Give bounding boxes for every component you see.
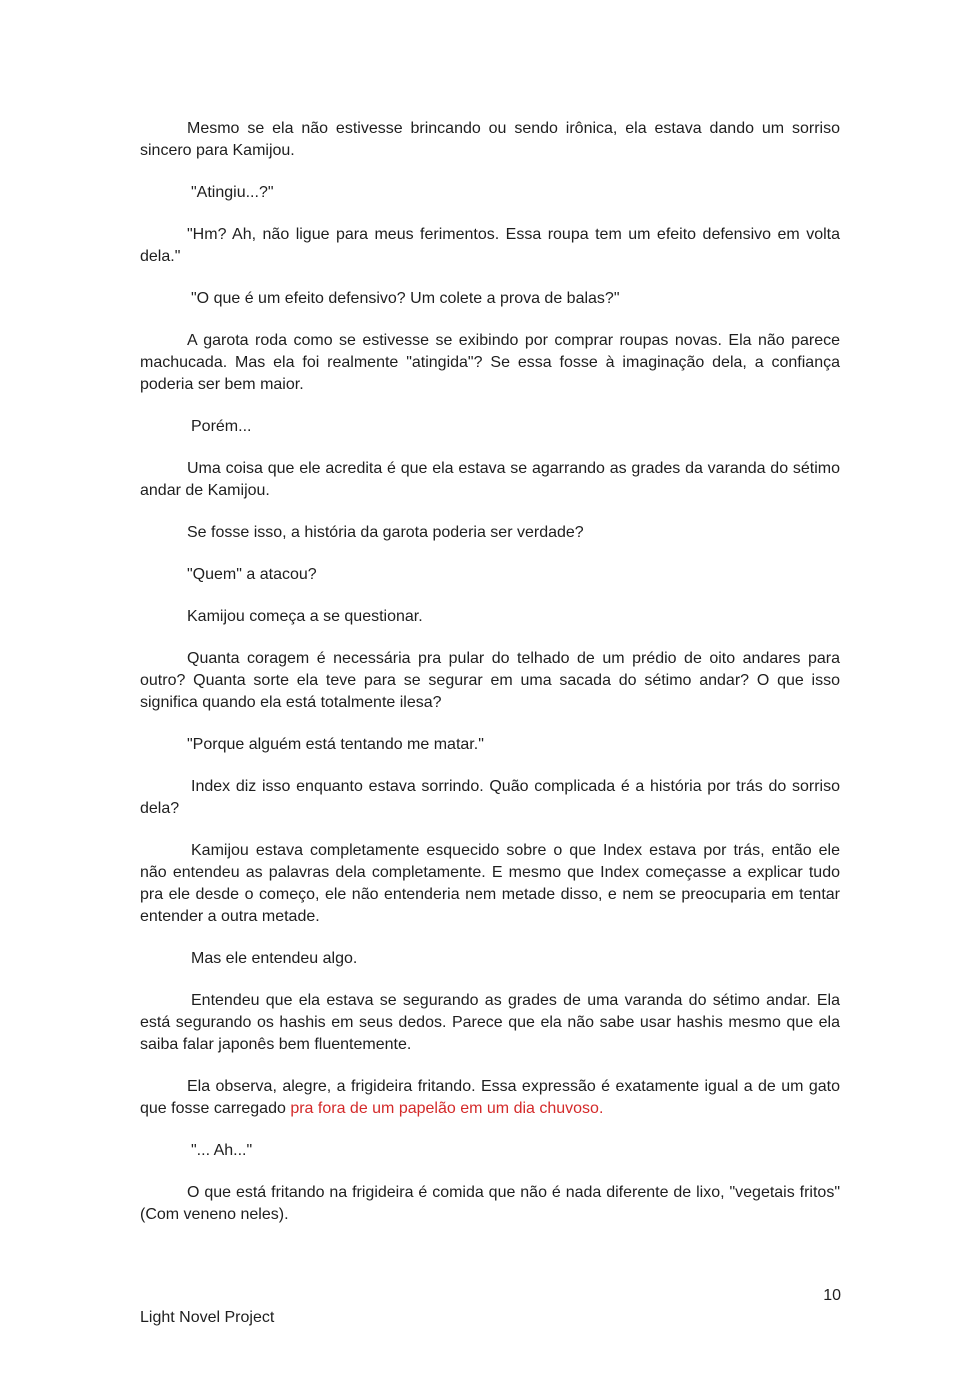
paragraph-15: Mas ele entendeu algo.: [191, 950, 358, 967]
paragraph-4: "O que é um efeito defensivo? Um colete a prova de balas?": [191, 290, 620, 307]
paragraph-19: O que está fritando na frigideira é comida que não é nada diferente de lixo, "vegetais fritos" (Com veneno neles).: [140, 1184, 840, 1223]
paragraph-3: "Hm? Ah, não ligue para meus ferimentos. Essa roupa tem um efeito defensivo em volta dela.": [140, 226, 840, 265]
paragraph-10: Kamijou começa a se questionar.: [187, 608, 423, 625]
paragraph-11: Quanta coragem é necessária pra pular do telhado de um prédio de oito andares para outro? Quanta sorte ela teve para se segurar em uma sacada do sétimo andar? O que isso significa quando ela está totalmente ilesa?: [140, 650, 840, 711]
paragraph-2: "Atingiu...?": [191, 184, 274, 201]
paragraph-17-text: Ela observa, alegre, a frigideira fritando. Essa expressão é exatamente igual a de um gato que fosse carregado: [140, 1078, 840, 1117]
paragraph-17: [140, 1076, 840, 1120]
paragraph-13: Index diz isso enquanto estava sorrindo. Quão complicada é a história por trás do sorriso dela?: [140, 778, 840, 817]
paragraph-18: "... Ah...": [191, 1142, 253, 1159]
page-number: 10: [823, 1287, 841, 1304]
paragraph-12: "Porque alguém está tentando me matar.": [187, 736, 484, 753]
paragraph-14: Kamijou estava completamente esquecido sobre o que Index estava por trás, então ele não entendeu as palavras dela completamente. E mesmo que Index começasse a explicar tudo pra ele desde o começo, ele não entenderia nem metade disso, e nem se preocuparia em tentar entender a outra metade.: [140, 842, 840, 925]
highlighted-text: pra fora de um papelão em um dia chuvoso.: [290, 1100, 604, 1117]
paragraph-1: Mesmo se ela não estivesse brincando ou sendo irônica, ela estava dando um sorriso sincero para Kamijou.: [140, 120, 840, 159]
paragraph-6: Porém...: [191, 418, 252, 435]
paragraph-9: "Quem" a atacou?: [187, 566, 317, 583]
paragraph-5: A garota roda como se estivesse se exibindo por comprar roupas novas. Ela não parece machucada. Mas ela foi realmente "atingida"? Se essa fosse à imaginação dela, a confiança poderia ser bem maior.: [140, 332, 840, 393]
footer-text: Light Novel Project: [140, 1309, 275, 1326]
paragraph-8: Se fosse isso, a história da garota poderia ser verdade?: [187, 524, 584, 541]
paragraph-16: Entendeu que ela estava se segurando as grades de uma varanda do sétimo andar. Ela está segurando os hashis em seus dedos. Parece que ela não sabe usar hashis mesmo que ela saiba falar japonês bem fluentemente.: [140, 992, 840, 1053]
body-text: [140, 118, 840, 1246]
paragraph-7: Uma coisa que ele acredita é que ela estava se agarrando as grades da varanda do sétimo andar de Kamijou.: [140, 460, 840, 499]
